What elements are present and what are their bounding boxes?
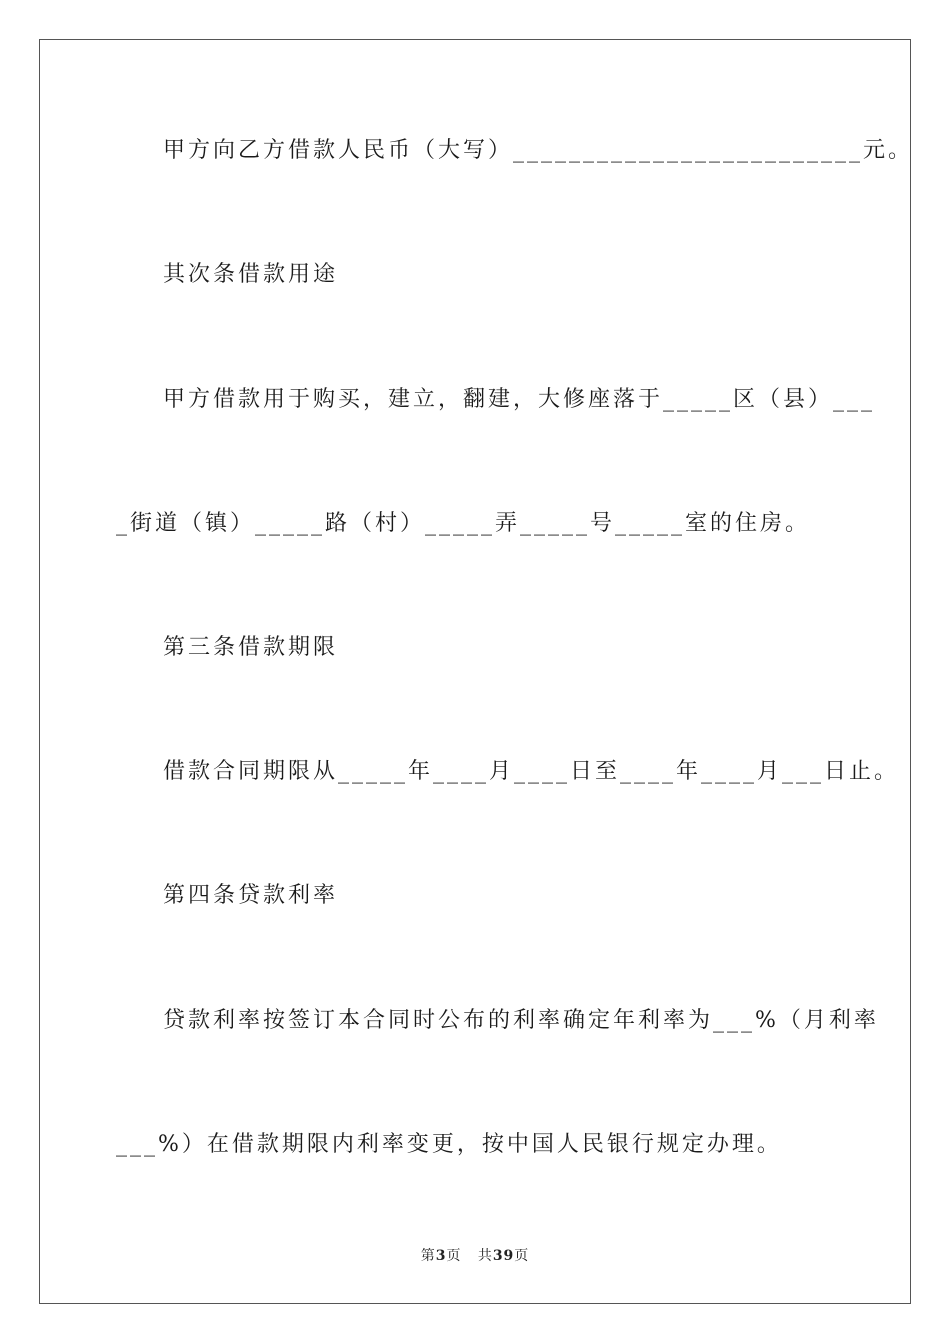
paragraph-loan-term: 借款合同期限从_____年____月____日至____年____月___日止。 (163, 759, 900, 784)
heading-article-2: 其次条借款用途 (163, 262, 339, 287)
paragraph-loan-purpose-cont: _街道（镇）_____路（村）_____弄_____号_____室的住房。 (116, 511, 811, 536)
total-suffix: 页 (514, 1248, 530, 1264)
total-pages: 39 (492, 1248, 515, 1264)
page-suffix: 页 (446, 1248, 462, 1264)
heading-article-4: 第四条贷款利率 (163, 883, 339, 908)
page-prefix: 第 (420, 1248, 436, 1264)
total-prefix: 共 (477, 1248, 493, 1264)
paragraph-loan-amount: 甲方向乙方借款人民币（大写）_________________________元。 (163, 138, 914, 163)
paragraph-interest-rate-cont: ___%）在借款期限内利率变更，按中国人民银行规定办理。 (116, 1132, 782, 1157)
paragraph-interest-rate: 贷款利率按签订本合同时公布的利率确定年利率为___%（月利率 (163, 1008, 879, 1033)
page-number: 3 (435, 1248, 447, 1264)
page-footer (0, 1245, 950, 1265)
paragraph-loan-purpose: 甲方借款用于购买，建立，翻建，大修座落于_____区（县）___ (163, 387, 876, 412)
heading-article-3: 第三条借款期限 (163, 635, 339, 660)
page-border (39, 39, 911, 1304)
